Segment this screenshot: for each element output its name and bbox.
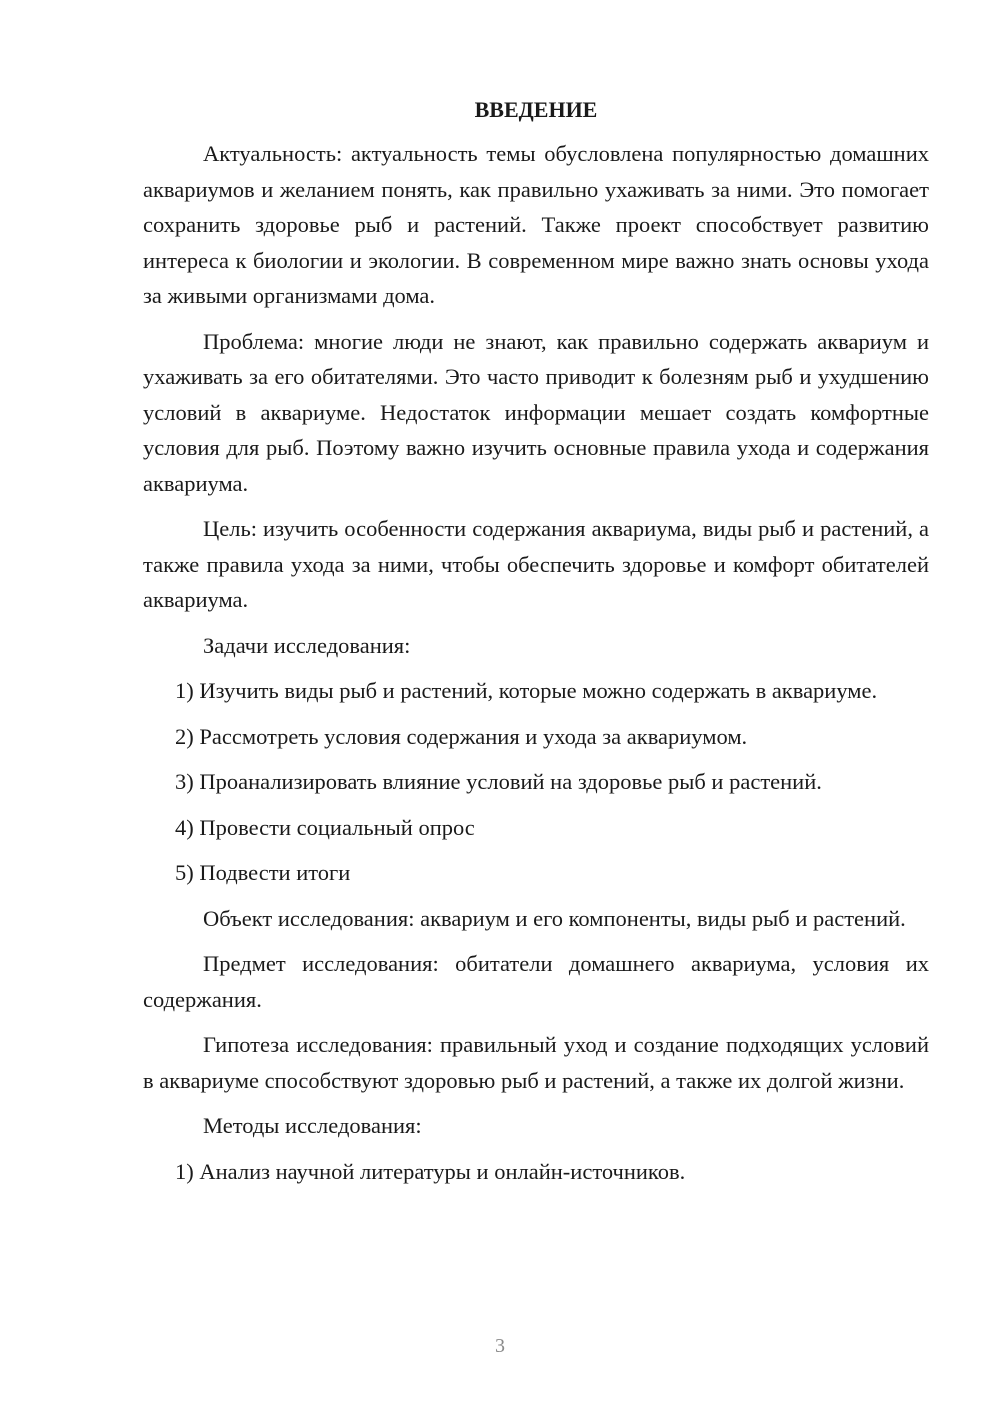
task-item-4: 4) Провести социальный опрос — [175, 814, 475, 840]
task-item-3: 3) Проанализировать влияние условий на здоровье рыб и растений. — [175, 769, 822, 794]
tasks-heading: Задачи исследования: — [203, 632, 411, 658]
relevance-paragraph: Актуальность: актуальность темы обусловлена популярностью домашних аквариумов и желанием понять, как правильно ухаживать за ними. Это помогает сохранить здоровье рыб и растений. Также проект способствует развитию интереса к биологии и экологии. В современном мире важно знать основы ухода за живыми организмами дома. — [143, 141, 929, 308]
task-item-2: 2) Рассмотреть условия содержания и ухода за аквариумом. — [175, 723, 748, 749]
task-item-1: 1) Изучить виды рыб и растений, которые можно содержать в аквариуме. — [175, 678, 878, 703]
subject-paragraph: Предмет исследования: обитатели домашнего аквариума, условия их содержания. — [143, 951, 929, 1012]
hypothesis-paragraph: Гипотеза исследования: правильный уход и создание подходящих условий в аквариуме способствуют здоровью рыб и растений, а также их долгой жизни. — [143, 1032, 929, 1093]
page-content — [143, 96, 929, 1189]
task-item-5: 5) Подвести итоги — [175, 860, 351, 885]
methods-heading: Методы исследования: — [203, 1113, 422, 1138]
goal-paragraph: Цель: изучить особенности содержания аквариума, виды рыб и растений, а также правила ухода за ними, чтобы обеспечить здоровье и комфорт обитателей аквариума. — [143, 516, 929, 612]
problem-paragraph: Проблема: многие люди не знают, как правильно содержать аквариум и ухаживать за его обитателями. Это часто приводит к болезням рыб и ухудшению условий в аквариуме. Недостаток информации мешает создать комфортные условия для рыб. Поэтому важно изучить основные правила ухода и содержания аквариума. — [143, 328, 929, 496]
object-paragraph: Объект исследования: аквариум и его компоненты, виды рыб и растений. — [203, 905, 906, 931]
page-number: 3 — [495, 1335, 505, 1357]
page-title: ВВЕДЕНИЕ — [474, 97, 598, 122]
method-item-1: 1) Анализ научной литературы и онлайн-источников. — [175, 1158, 686, 1184]
